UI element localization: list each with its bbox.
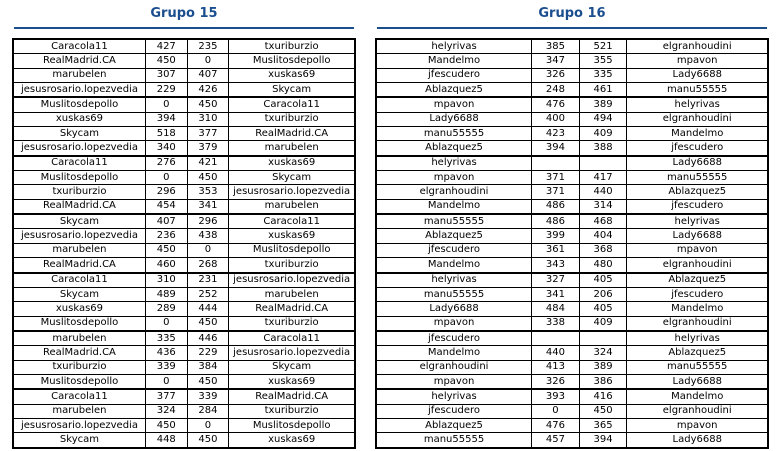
- away-score-cell: 235: [187, 39, 229, 54]
- match-row: [376, 54, 768, 68]
- away-player-cell: helyrivas: [627, 214, 768, 229]
- match-row: [13, 331, 355, 346]
- away-player-cell: marubelen: [229, 287, 355, 301]
- home-score-cell: 423: [532, 127, 580, 141]
- away-player-cell: manu55555: [627, 171, 768, 185]
- match-row: [13, 374, 355, 389]
- match-row: [376, 316, 768, 331]
- away-score-cell: [579, 331, 627, 346]
- match-row: [376, 404, 768, 418]
- match-row: [13, 273, 355, 288]
- away-player-cell: xuskas69: [229, 374, 355, 389]
- home-score-cell: 310: [145, 273, 187, 288]
- match-row: [376, 302, 768, 316]
- home-score-cell: 343: [532, 258, 580, 273]
- home-score-cell: 486: [532, 199, 580, 214]
- home-score-cell: 289: [145, 302, 187, 316]
- away-player-cell: mpavon: [627, 243, 768, 257]
- home-player-cell: jfescudero: [376, 331, 532, 346]
- home-player-cell: Caracola11: [13, 273, 145, 288]
- match-row: [376, 374, 768, 389]
- away-score-cell: 388: [579, 141, 627, 156]
- home-score-cell: 450: [145, 418, 187, 432]
- away-score-cell: 426: [187, 83, 229, 98]
- away-score-cell: 394: [579, 433, 627, 448]
- home-score-cell: 248: [532, 83, 580, 98]
- home-player-cell: mpavon: [376, 97, 532, 112]
- match-row: [376, 141, 768, 156]
- away-player-cell: Ablazquez5: [627, 185, 768, 199]
- home-player-cell: mpavon: [376, 171, 532, 185]
- home-player-cell: Skycam: [13, 433, 145, 448]
- home-player-cell: jfescudero: [376, 404, 532, 418]
- away-player-cell: mpavon: [627, 54, 768, 68]
- away-score-cell: 409: [579, 127, 627, 141]
- away-score-cell: 231: [187, 273, 229, 288]
- away-score-cell: 409: [579, 316, 627, 331]
- match-row: [13, 433, 355, 448]
- group-15-results-table: [12, 38, 356, 449]
- away-score-cell: 0: [187, 54, 229, 68]
- away-player-cell: Ablazquez5: [627, 346, 768, 360]
- away-player-cell: elgranhoudini: [627, 39, 768, 54]
- away-score-cell: 389: [579, 360, 627, 374]
- home-player-cell: marubelen: [13, 68, 145, 82]
- home-player-cell: RealMadrid.CA: [13, 346, 145, 360]
- home-score-cell: 394: [145, 112, 187, 126]
- away-score-cell: 229: [187, 346, 229, 360]
- group-title: Grupo 16: [538, 6, 606, 21]
- match-row: [13, 127, 355, 141]
- home-player-cell: Mandelmo: [376, 346, 532, 360]
- away-score-cell: 461: [579, 83, 627, 98]
- home-player-cell: Skycam: [13, 287, 145, 301]
- away-player-cell: Mandelmo: [627, 302, 768, 316]
- match-row: [376, 273, 768, 288]
- away-score-cell: 446: [187, 331, 229, 346]
- home-score-cell: 296: [145, 185, 187, 199]
- match-row: [376, 360, 768, 374]
- away-player-cell: Caracola11: [229, 97, 355, 112]
- away-score-cell: 335: [579, 68, 627, 82]
- away-score-cell: 339: [187, 389, 229, 404]
- match-row: [376, 112, 768, 126]
- title-divider: [14, 27, 354, 29]
- match-row: [13, 404, 355, 418]
- match-row: [13, 316, 355, 331]
- away-player-cell: jfescudero: [627, 199, 768, 214]
- match-row: [13, 287, 355, 301]
- away-score-cell: 341: [187, 199, 229, 214]
- match-row: [13, 418, 355, 432]
- home-player-cell: jesusrosario.lopezvedia: [13, 229, 145, 243]
- home-player-cell: Caracola11: [13, 389, 145, 404]
- home-score-cell: 236: [145, 229, 187, 243]
- away-score-cell: 450: [187, 97, 229, 112]
- home-player-cell: Ablazquez5: [376, 141, 532, 156]
- away-player-cell: jesusrosario.lopezvedia: [229, 346, 355, 360]
- away-player-cell: Skycam: [229, 83, 355, 98]
- away-player-cell: helyrivas: [627, 331, 768, 346]
- match-row: [13, 214, 355, 229]
- home-score-cell: 385: [532, 39, 580, 54]
- home-player-cell: elgranhoudini: [376, 360, 532, 374]
- away-score-cell: 377: [187, 127, 229, 141]
- home-score-cell: 399: [532, 229, 580, 243]
- away-score-cell: 468: [579, 214, 627, 229]
- away-player-cell: xuskas69: [229, 433, 355, 448]
- away-score-cell: 404: [579, 229, 627, 243]
- home-score-cell: 450: [145, 243, 187, 257]
- home-player-cell: helyrivas: [376, 39, 532, 54]
- home-player-cell: helyrivas: [376, 389, 532, 404]
- away-score-cell: 310: [187, 112, 229, 126]
- match-row: [13, 141, 355, 156]
- match-row: [376, 258, 768, 273]
- match-row: [376, 389, 768, 404]
- group-16-results-table: [375, 38, 769, 449]
- home-score-cell: [532, 331, 580, 346]
- match-row: [13, 389, 355, 404]
- away-player-cell: manu55555: [627, 360, 768, 374]
- home-player-cell: Skycam: [13, 214, 145, 229]
- home-player-cell: Skycam: [13, 127, 145, 141]
- home-score-cell: 340: [145, 141, 187, 156]
- home-score-cell: 341: [532, 287, 580, 301]
- home-player-cell: Caracola11: [13, 156, 145, 171]
- away-score-cell: 389: [579, 97, 627, 112]
- home-player-cell: Ablazquez5: [376, 229, 532, 243]
- home-score-cell: 518: [145, 127, 187, 141]
- home-score-cell: 229: [145, 83, 187, 98]
- away-score-cell: 284: [187, 404, 229, 418]
- match-row: [376, 39, 768, 54]
- home-player-cell: helyrivas: [376, 156, 532, 171]
- home-score-cell: 0: [532, 404, 580, 418]
- home-score-cell: 476: [532, 97, 580, 112]
- home-score-cell: 371: [532, 171, 580, 185]
- away-player-cell: Caracola11: [229, 214, 355, 229]
- home-player-cell: xuskas69: [13, 112, 145, 126]
- home-player-cell: Muslitosdepollo: [13, 374, 145, 389]
- match-row: [13, 302, 355, 316]
- away-player-cell: helyrivas: [627, 97, 768, 112]
- away-score-cell: 384: [187, 360, 229, 374]
- away-score-cell: 521: [579, 39, 627, 54]
- match-row: [376, 346, 768, 360]
- home-score-cell: 339: [145, 360, 187, 374]
- away-score-cell: 324: [579, 346, 627, 360]
- home-player-cell: jesusrosario.lopezvedia: [13, 141, 145, 156]
- match-row: [376, 331, 768, 346]
- away-score-cell: 365: [579, 418, 627, 432]
- away-score-cell: 480: [579, 258, 627, 273]
- match-row: [376, 171, 768, 185]
- home-score-cell: 327: [532, 273, 580, 288]
- home-score-cell: 476: [532, 418, 580, 432]
- away-player-cell: RealMadrid.CA: [229, 302, 355, 316]
- home-score-cell: 307: [145, 68, 187, 82]
- away-score-cell: 252: [187, 287, 229, 301]
- home-score-cell: 371: [532, 185, 580, 199]
- home-score-cell: 460: [145, 258, 187, 273]
- match-row: [13, 258, 355, 273]
- away-player-cell: Skycam: [229, 360, 355, 374]
- home-player-cell: jfescudero: [376, 68, 532, 82]
- match-row: [376, 156, 768, 171]
- home-player-cell: jesusrosario.lopezvedia: [13, 83, 145, 98]
- away-player-cell: marubelen: [229, 199, 355, 214]
- away-player-cell: txuriburzio: [229, 258, 355, 273]
- home-score-cell: 377: [145, 389, 187, 404]
- home-score-cell: 361: [532, 243, 580, 257]
- match-row: [376, 287, 768, 301]
- home-player-cell: Muslitosdepollo: [13, 97, 145, 112]
- home-score-cell: 324: [145, 404, 187, 418]
- away-player-cell: RealMadrid.CA: [229, 389, 355, 404]
- home-score-cell: 394: [532, 141, 580, 156]
- away-score-cell: 450: [187, 171, 229, 185]
- home-player-cell: Lady6688: [376, 302, 532, 316]
- away-player-cell: txuriburzio: [229, 39, 355, 54]
- away-player-cell: RealMadrid.CA: [229, 127, 355, 141]
- away-player-cell: Ablazquez5: [627, 273, 768, 288]
- home-score-cell: 450: [145, 54, 187, 68]
- home-score-cell: 457: [532, 433, 580, 448]
- match-row: [376, 97, 768, 112]
- away-player-cell: jfescudero: [627, 287, 768, 301]
- home-score-cell: 440: [532, 346, 580, 360]
- home-player-cell: helyrivas: [376, 273, 532, 288]
- home-player-cell: Lady6688: [376, 112, 532, 126]
- home-player-cell: marubelen: [13, 243, 145, 257]
- home-player-cell: Ablazquez5: [376, 83, 532, 98]
- match-row: [13, 360, 355, 374]
- home-player-cell: txuriburzio: [13, 360, 145, 374]
- away-player-cell: elgranhoudini: [627, 112, 768, 126]
- away-player-cell: Caracola11: [229, 331, 355, 346]
- home-score-cell: 400: [532, 112, 580, 126]
- home-player-cell: jfescudero: [376, 243, 532, 257]
- away-player-cell: jfescudero: [627, 141, 768, 156]
- away-score-cell: 440: [579, 185, 627, 199]
- away-player-cell: elgranhoudini: [627, 404, 768, 418]
- away-score-cell: 405: [579, 302, 627, 316]
- away-score-cell: 438: [187, 229, 229, 243]
- home-player-cell: Mandelmo: [376, 258, 532, 273]
- match-row: [13, 346, 355, 360]
- home-score-cell: 0: [145, 374, 187, 389]
- home-score-cell: 335: [145, 331, 187, 346]
- home-player-cell: manu55555: [376, 214, 532, 229]
- away-score-cell: 368: [579, 243, 627, 257]
- home-score-cell: 393: [532, 389, 580, 404]
- away-player-cell: elgranhoudini: [627, 316, 768, 331]
- match-row: [13, 243, 355, 257]
- match-row: [376, 127, 768, 141]
- match-row: [13, 68, 355, 82]
- away-player-cell: Lady6688: [627, 433, 768, 448]
- home-player-cell: RealMadrid.CA: [13, 258, 145, 273]
- away-player-cell: mpavon: [627, 418, 768, 432]
- match-row: [13, 185, 355, 199]
- match-row: [376, 83, 768, 98]
- home-score-cell: [532, 156, 580, 171]
- away-player-cell: xuskas69: [229, 156, 355, 171]
- home-score-cell: 326: [532, 68, 580, 82]
- match-row: [13, 83, 355, 98]
- away-player-cell: Muslitosdepollo: [229, 418, 355, 432]
- home-score-cell: 486: [532, 214, 580, 229]
- away-player-cell: elgranhoudini: [627, 258, 768, 273]
- away-player-cell: Mandelmo: [627, 389, 768, 404]
- away-score-cell: 421: [187, 156, 229, 171]
- home-player-cell: xuskas69: [13, 302, 145, 316]
- away-player-cell: jesusrosario.lopezvedia: [229, 185, 355, 199]
- match-row: [376, 68, 768, 82]
- away-player-cell: Lady6688: [627, 68, 768, 82]
- match-row: [13, 54, 355, 68]
- away-player-cell: Skycam: [229, 171, 355, 185]
- home-score-cell: 407: [145, 214, 187, 229]
- home-score-cell: 436: [145, 346, 187, 360]
- home-player-cell: manu55555: [376, 433, 532, 448]
- away-score-cell: 206: [579, 287, 627, 301]
- match-row: [13, 39, 355, 54]
- away-player-cell: txuriburzio: [229, 316, 355, 331]
- away-score-cell: 353: [187, 185, 229, 199]
- home-player-cell: mpavon: [376, 374, 532, 389]
- match-row: [376, 418, 768, 432]
- match-row: [13, 171, 355, 185]
- away-player-cell: Muslitosdepollo: [229, 54, 355, 68]
- home-player-cell: Mandelmo: [376, 54, 532, 68]
- match-row: [376, 433, 768, 448]
- away-score-cell: 268: [187, 258, 229, 273]
- away-score-cell: 314: [579, 199, 627, 214]
- home-player-cell: Muslitosdepollo: [13, 171, 145, 185]
- home-player-cell: jesusrosario.lopezvedia: [13, 418, 145, 432]
- match-row: [13, 97, 355, 112]
- home-player-cell: RealMadrid.CA: [13, 199, 145, 214]
- away-score-cell: 450: [579, 404, 627, 418]
- match-row: [376, 214, 768, 229]
- home-player-cell: txuriburzio: [13, 185, 145, 199]
- away-score-cell: 355: [579, 54, 627, 68]
- home-score-cell: 484: [532, 302, 580, 316]
- away-score-cell: 444: [187, 302, 229, 316]
- home-player-cell: RealMadrid.CA: [13, 54, 145, 68]
- home-player-cell: manu55555: [376, 287, 532, 301]
- away-score-cell: 450: [187, 433, 229, 448]
- away-score-cell: 386: [579, 374, 627, 389]
- home-player-cell: Caracola11: [13, 39, 145, 54]
- home-score-cell: 0: [145, 97, 187, 112]
- home-player-cell: mpavon: [376, 316, 532, 331]
- away-score-cell: [579, 156, 627, 171]
- home-player-cell: Muslitosdepollo: [13, 316, 145, 331]
- match-row: [13, 156, 355, 171]
- home-player-cell: marubelen: [13, 404, 145, 418]
- home-score-cell: 0: [145, 316, 187, 331]
- home-score-cell: 448: [145, 433, 187, 448]
- away-score-cell: 296: [187, 214, 229, 229]
- away-score-cell: 494: [579, 112, 627, 126]
- away-player-cell: xuskas69: [229, 68, 355, 82]
- away-score-cell: 0: [187, 243, 229, 257]
- away-score-cell: 0: [187, 418, 229, 432]
- away-player-cell: Lady6688: [627, 229, 768, 243]
- home-score-cell: 347: [532, 54, 580, 68]
- away-score-cell: 450: [187, 374, 229, 389]
- home-score-cell: 0: [145, 171, 187, 185]
- away-player-cell: txuriburzio: [229, 112, 355, 126]
- away-player-cell: manu55555: [627, 83, 768, 98]
- home-score-cell: 489: [145, 287, 187, 301]
- away-player-cell: Mandelmo: [627, 127, 768, 141]
- away-score-cell: 407: [187, 68, 229, 82]
- away-player-cell: txuriburzio: [229, 404, 355, 418]
- group-title: Grupo 15: [150, 6, 218, 21]
- home-player-cell: Ablazquez5: [376, 418, 532, 432]
- home-score-cell: 413: [532, 360, 580, 374]
- home-player-cell: Mandelmo: [376, 199, 532, 214]
- match-row: [376, 243, 768, 257]
- away-score-cell: 379: [187, 141, 229, 156]
- home-player-cell: manu55555: [376, 127, 532, 141]
- home-score-cell: 454: [145, 199, 187, 214]
- home-player-cell: marubelen: [13, 331, 145, 346]
- match-row: [13, 229, 355, 243]
- home-score-cell: 276: [145, 156, 187, 171]
- home-score-cell: 326: [532, 374, 580, 389]
- match-row: [13, 199, 355, 214]
- match-row: [376, 185, 768, 199]
- away-player-cell: marubelen: [229, 141, 355, 156]
- away-player-cell: Muslitosdepollo: [229, 243, 355, 257]
- home-score-cell: 338: [532, 316, 580, 331]
- home-player-cell: elgranhoudini: [376, 185, 532, 199]
- away-score-cell: 416: [579, 389, 627, 404]
- title-divider: [377, 27, 767, 29]
- match-row: [376, 199, 768, 214]
- away-score-cell: 405: [579, 273, 627, 288]
- away-player-cell: xuskas69: [229, 229, 355, 243]
- away-player-cell: jesusrosario.lopezvedia: [229, 273, 355, 288]
- match-row: [13, 112, 355, 126]
- match-row: [376, 229, 768, 243]
- away-player-cell: Lady6688: [627, 156, 768, 171]
- away-score-cell: 417: [579, 171, 627, 185]
- away-player-cell: Lady6688: [627, 374, 768, 389]
- away-score-cell: 450: [187, 316, 229, 331]
- home-score-cell: 427: [145, 39, 187, 54]
